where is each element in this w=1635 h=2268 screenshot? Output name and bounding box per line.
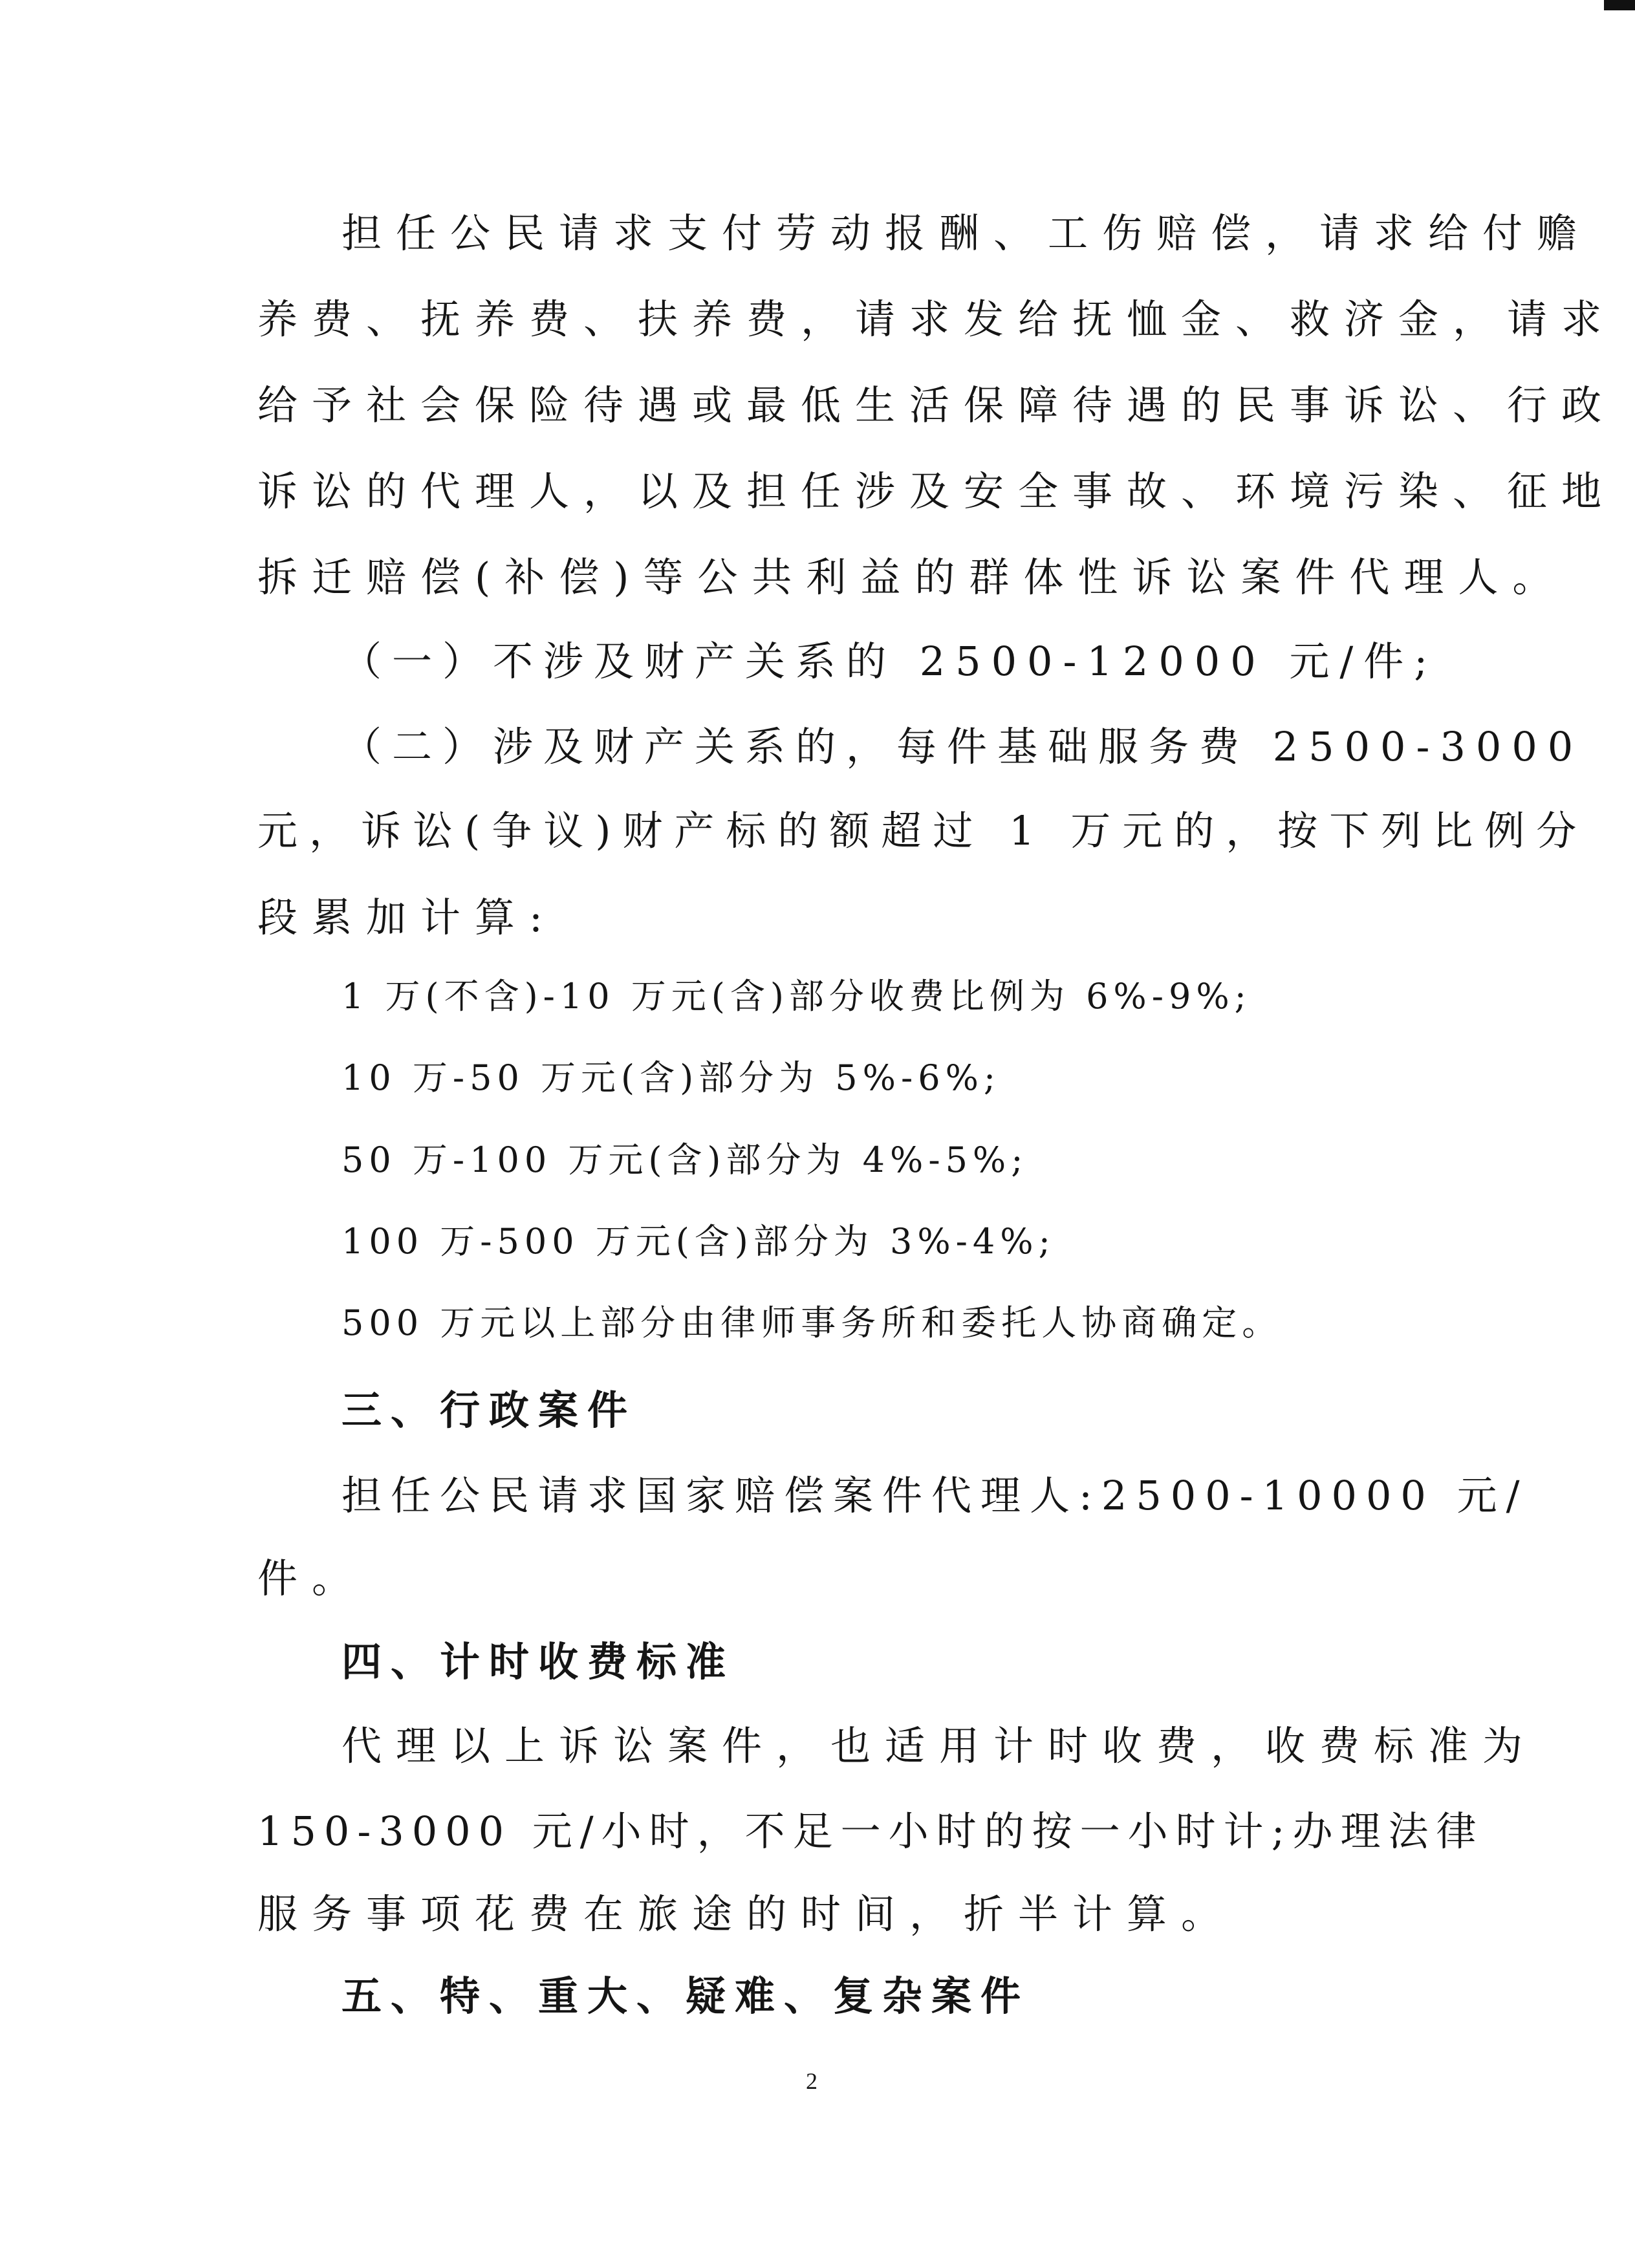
- section-4-line: 代理以上诉讼案件，也适用计时收费，收费标准为: [341, 1722, 1537, 1769]
- rate-line: 50 万-100 万元(含)部分为 4%-5%;: [341, 1139, 1028, 1180]
- section-heading: 五、特、重大、疑难、复杂案件: [341, 1972, 1030, 2020]
- rate-line: 100 万-500 万元(含)部分为 3%-4%;: [341, 1221, 1056, 1262]
- paragraph-line: 诉讼的代理人，以及担任涉及安全事故、环境污染、征地: [257, 468, 1616, 515]
- page-number: 2: [806, 2068, 817, 2094]
- paragraph-line: 养费、抚养费、扶养费，请求发给抚恤金、救济金，请求: [257, 296, 1616, 343]
- fee-item-2-line: 段累加计算:: [257, 894, 557, 941]
- paragraph-line: 拆迁赔偿(补偿)等公共利益的群体性诉讼案件代理人。: [257, 554, 1567, 601]
- section-heading: 三、行政案件: [341, 1387, 637, 1434]
- section-3-line: 件。: [257, 1555, 367, 1602]
- paragraph-line: 担任公民请求支付劳动报酬、工伤赔偿，请求给付赡: [341, 210, 1592, 257]
- fee-item-2-line: 元，诉讼(争议)财产标的额超过 1 万元的，按下列比例分: [257, 807, 1588, 854]
- rate-line: 500 万元以上部分由律师事务所和委托人协商确定。: [341, 1302, 1283, 1343]
- scan-edge-mark: [1604, 0, 1635, 10]
- paragraph-line: 给予社会保险待遇或最低生活保障待遇的民事诉讼、行政: [257, 382, 1616, 429]
- section-heading: 四、计时收费标准: [341, 1638, 735, 1685]
- section-3-line: 担任公民请求国家赔偿案件代理人:2500-10000 元/: [341, 1472, 1529, 1519]
- fee-item-2-line: （二）涉及财产关系的，每件基础服务费 2500-3000: [341, 723, 1584, 770]
- rate-line: 1 万(不含)-10 万元(含)部分收费比例为 6%-9%;: [341, 976, 1251, 1017]
- section-4-line: 服务事项花费在旅途的时间，折半计算。: [257, 1890, 1236, 1938]
- fee-item-1: （一）不涉及财产关系的 2500-12000 元/件;: [341, 638, 1438, 685]
- rate-line: 10 万-50 万元(含)部分为 5%-6%;: [341, 1057, 1001, 1098]
- section-4-line: 150-3000 元/小时，不足一小时的按一小时计;办理法律: [257, 1808, 1484, 1855]
